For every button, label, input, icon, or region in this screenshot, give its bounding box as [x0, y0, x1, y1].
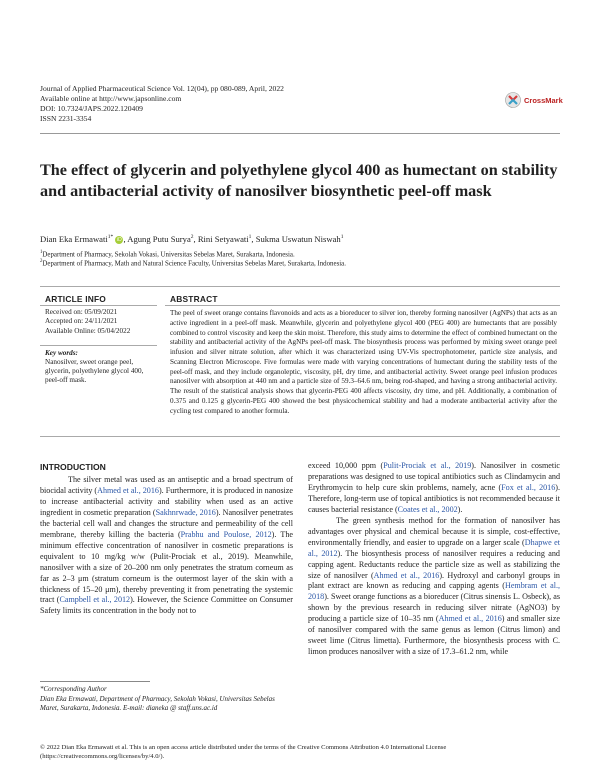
author-4-sup: 1 — [340, 234, 344, 241]
citation-link[interactable]: Campbell et al., 2012 — [59, 595, 131, 605]
intro-right-column — [308, 461, 560, 658]
article-info-heading: ARTICLE INFO — [45, 294, 107, 304]
author-4[interactable]: , Sukma Uswatun Niswah — [251, 234, 341, 244]
citation-link[interactable]: Pulit-Prociak et al., 2019 — [383, 461, 472, 470]
text-run: ). Sweet orange functions as a bioreducer (Citrus sinensis L. Osbeck), as shown by the previous research in reducing silver nitrate (AgNO3) by producing a particle size of 10–35 nm ( — [308, 592, 560, 624]
author-2[interactable]: , Agung Putu Surya — [123, 234, 191, 244]
text-run: exceed 10,000 ppm ( — [308, 461, 384, 470]
text-run: ). Hydroxyl and carbonyl groups in plant extract are known as reducing and capping agents ( — [308, 570, 560, 591]
citation-link[interactable]: Ahmed et al., 2016 — [97, 485, 159, 495]
text-run: ). The biosynthesis process of nanosilver requires a reducing and capping agent. Reductants reduce the particle size as well as stabilizing the size of nanosilver ( — [308, 548, 560, 580]
keywords-text: Nanosilver, sweet orange peel, glycerin, polyethylene glycol 400, peel-off mask. — [45, 358, 144, 385]
footnote-divider — [40, 681, 150, 682]
header-divider — [40, 133, 560, 134]
keywords-divider — [40, 345, 157, 346]
author-2-sup: 2 — [190, 234, 194, 241]
citation-link[interactable]: Fox et al., 2016 — [501, 482, 556, 492]
intro-paragraph-1 — [40, 475, 293, 617]
article-dates — [45, 308, 130, 336]
abstract-text: The peel of sweet orange contains flavonoids and acts as a bioreducer to silver ion, thereby forming nanosilver (AgNPs) that acts as an active ingredient in a peel-off mask. Meanwhile, glycerin and polyethylene glycol 400 (PEG 400) are humectants that are possibly combined to control viscosity and keep the skin moist. Therefore, this study aims to determine the effect of combined humectant on the stability and antibacterial activity of the AgNPs peel-off mask. The biosynthesis process was performed by mixing sweet orange peel infusion and silver nitrate solution, after which it was characterized using UV-Vis spectrophotometer, particle size analysis, and Scanning Electron Microscope. Five formulas were made with varying concentrations of humectant during the stability tests of the peel-off mask, and they include organoleptic, viscosity, pH, dry time, and antibacterial activity. Sweet orange peel infusion produces nanosilver with absorption at 440 nm and a particle size of 59.3–64.6 nm, being rod-shaped, and having a strong antibacterial activity. The result of the statistical analysis shows that glycerin-PEG 400 affects viscosity, dry time, and pH. Additionally, a combination of 0.375 and 0.125 g glycerin-PEG 400 showed the best physicochemical stability and had a moderate antibacterial activity after the cycling test compared to another formula. — [170, 309, 557, 415]
crossmark-badge[interactable] — [505, 90, 575, 110]
available-date: Available Online: 05/04/2022 — [45, 326, 131, 335]
affiliation-1-sup: 1 — [40, 250, 43, 255]
intro-paragraph-3 — [308, 516, 560, 658]
journal-issn: ISSN 2231-3354 — [40, 114, 92, 123]
citation-link[interactable]: Prabhu and Poulose, 2012 — [180, 529, 272, 539]
section-divider — [40, 286, 560, 287]
affiliation-1-text: Department of Pharmacy, Sekolah Vokasi, Universitas Sebelas Maret, Surakarta, Indonesia. — [42, 251, 295, 259]
affiliation-2-sup: 2 — [40, 259, 43, 264]
author-3-sup: 1 — [248, 234, 252, 241]
journal-citation: Journal of Applied Pharmaceutical Science Vol. 12(04), pp 080-089, April, 2022 — [40, 84, 284, 93]
author-1[interactable]: Dian Eka Ermawati — [40, 234, 108, 244]
footnote-text: Dian Eka Ermawati, Department of Pharmacy, Sekolah Vokasi, Universitas Sebelas Maret, Surakarta, Indonesia. E-mail: dianeka @ staff.uns.ac.id — [40, 694, 275, 713]
affiliation-2-text: Department of Pharmacy, Math and Natural Science Faculty, Universitas Sebelas Maret, Surakarta, Indonesia. — [42, 260, 346, 268]
text-run: ) and smaller size of nanosilver compared with the same genus as lemon (Citrus limon) and sweet lime (Citrus limetta). Furthermore, the biosynthesis process with C. limon produces nanosilver with a size of 17.3–61.2 nm, while — [308, 614, 560, 657]
text-run: ). Therefore, long-term use of topical antibiotics is not recommended because it causes bacterial resistance ( — [308, 482, 560, 514]
citation-link[interactable]: Hembram et al., 2018 — [308, 581, 561, 602]
citation-link[interactable]: Sakhnrwade, 2016 — [155, 507, 216, 517]
affiliation-2 — [40, 259, 560, 267]
abstract-heading: ABSTRACT — [170, 294, 218, 304]
text-run: ). However, the Science Committee on Consumer Safety limits its concentration in the body not to — [40, 595, 293, 616]
corresponding-author-note — [40, 685, 293, 714]
author-3[interactable]: , Rini Setyawati — [193, 234, 249, 244]
orcid-icon[interactable]: iD — [117, 237, 122, 244]
citation-link[interactable]: Ahmed et al., 2016 — [373, 570, 440, 580]
journal-website[interactable]: Available online at http://www.japsonline.com — [40, 94, 182, 103]
crossmark-label: CrossMark — [524, 95, 563, 105]
article-title: The effect of glycerin and polyethylene glycol 400 as humectant on stability and antibacterial activity of nanosilver biosynthetic peel-off mask — [40, 161, 558, 200]
intro-paragraph-2 — [308, 461, 560, 516]
author-1-sup: 1* — [107, 234, 114, 241]
citation-link[interactable]: Dhapwe et al., 2012 — [308, 537, 560, 558]
text-run: ). Furthermore, it is produced in nanosize to increase antibacterial activity and stability when used as an active ingredient in cosmetic preparation ( — [40, 485, 293, 517]
affiliation-1 — [40, 250, 560, 258]
introduction-heading: INTRODUCTION — [40, 462, 106, 472]
accepted-date: Accepted on: 24/11/2021 — [45, 317, 118, 326]
journal-info — [40, 84, 400, 124]
citation-link[interactable]: Ahmed et al., 2016 — [438, 614, 502, 624]
text-run: ). — [457, 504, 463, 514]
footnote-heading: *Corresponding Author — [40, 685, 107, 693]
keywords-heading: Key words: — [45, 349, 78, 357]
crossmark-icon — [505, 92, 521, 108]
text-run: ). Nanosilver in cosmetic preparations was designed to use topical antibiotics such as Clindamycin and Erythromycin to help cure skin problems, namely, acne ( — [308, 461, 560, 492]
abstract-divider — [165, 305, 560, 306]
abstract-bottom-divider — [40, 436, 560, 437]
text-run: The silver metal was used as an antiseptic and a broad spectrum of biocidal activity ( — [40, 475, 293, 495]
citation-link[interactable]: Coates et al., 2002 — [397, 504, 458, 514]
author-list — [40, 234, 560, 244]
text-run: ). The minimum effective concentration of nanosilver in cosmetic preparations is equivalent to 10 mg/kg w/w (Pulit-Prociak et al., 2019). Meanwhile, nanosilver with a size of 20–200 nm only penetrates the stratum corneum as far as 2–3 μm (stratum corneum is the outermost layer of the skin with a thickness of 15–20 μm), thereby preventing it from penetrating the systemic tract ( — [40, 529, 294, 605]
text-run: ). Nanosilver penetrates the bacterial cell wall and changes the structure and permeability of the cell membrane, thereby killing the bacteria ( — [40, 507, 293, 539]
article-info-divider — [40, 305, 157, 306]
journal-doi[interactable]: DOI: 10.7324/JAPS.2022.120409 — [40, 104, 143, 113]
received-date: Received on: 05/09/2021 — [45, 308, 118, 316]
copyright-notice: © 2022 Dian Eka Ermawati et al. This is an open access article distributed under the terms of the Creative Commons Attribution 4.0 International License (https://creativecommons.org/licenses/by/4.0/). — [40, 744, 447, 760]
intro-left-column — [40, 475, 293, 617]
text-run: The green synthesis method for the formation of nanosilver has advantages over physical and chemical because it is simple, cost-effective, environmentally friendly, and easier to upgrade on a larger scale ( — [308, 515, 560, 547]
